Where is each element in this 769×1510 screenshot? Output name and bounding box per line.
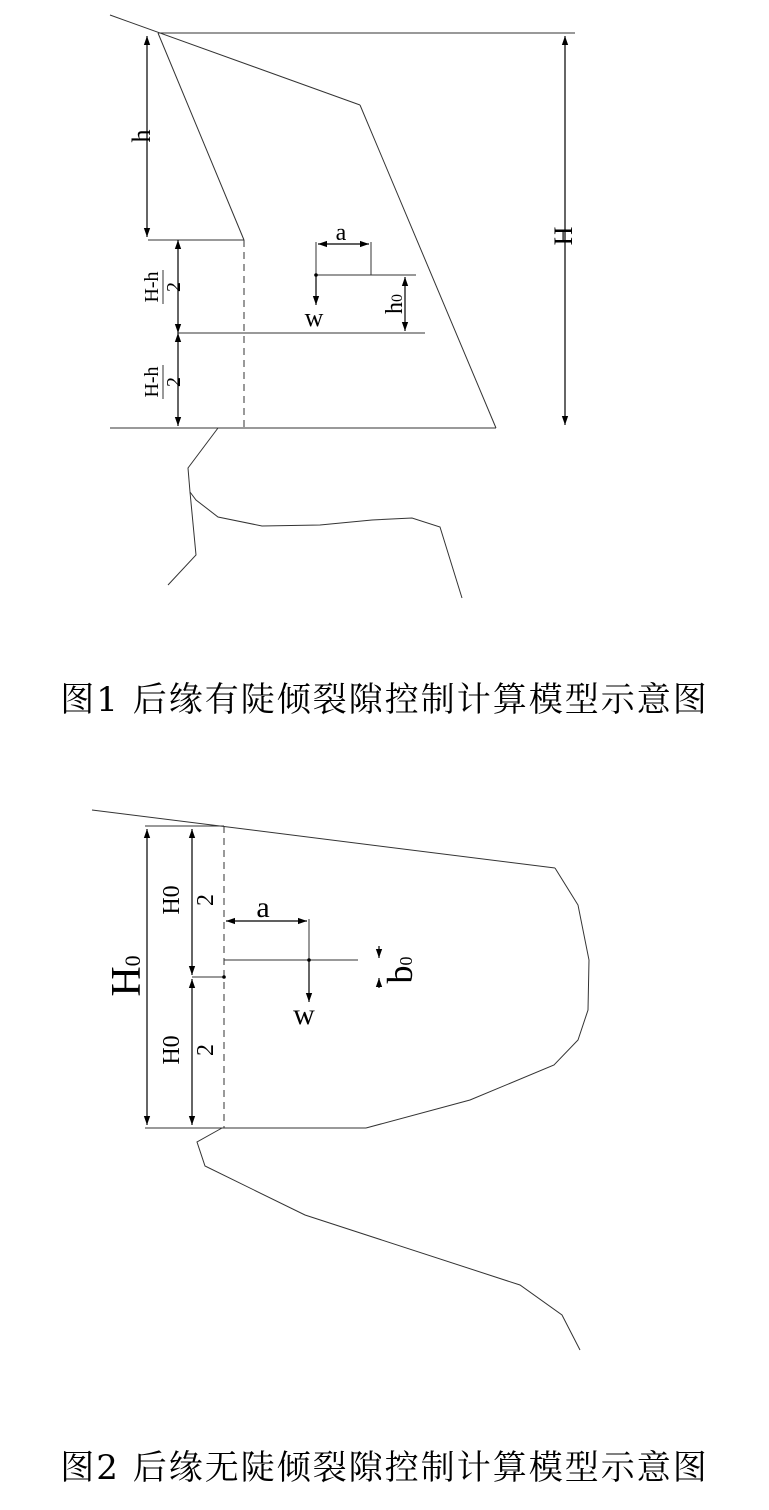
figure1-half-num-upper: H-h <box>141 271 163 303</box>
figure2-label-H0 <box>104 955 150 996</box>
figure2-base-point <box>222 975 226 979</box>
figure1-slope-left <box>168 492 196 585</box>
figure1-label-h0 <box>382 294 408 314</box>
figure2-rock-outline <box>92 810 589 1128</box>
figure2-half-label-upper <box>159 885 219 914</box>
figure1-label-w: w <box>304 303 324 332</box>
figure2-label-b0-sub: 0 <box>396 956 416 966</box>
figure2-label-H0-main: H <box>104 966 150 997</box>
figure1-H-dimension <box>158 33 575 425</box>
figure2-model <box>92 810 589 1350</box>
figure2-label-H0-sub: 0 <box>120 955 145 967</box>
figure2-H0-dimension <box>145 826 224 1125</box>
figure2-caption: 图2 后缘无陡倾裂隙控制计算模型示意图 <box>60 1448 709 1488</box>
figure1-rock-outline <box>110 15 496 428</box>
figure1-label-h0-sub: 0 <box>389 294 406 302</box>
figure2-a-dimension <box>226 919 309 960</box>
figure2-half-num-lower: H0 <box>159 1035 185 1065</box>
figure1-half-den-upper: 2 <box>163 282 185 292</box>
figure2-label-b0-main: b <box>380 965 420 984</box>
figure2-label-a: a <box>256 891 270 924</box>
figure1-label-h0-main: h <box>382 302 408 314</box>
figure1-label-a: a <box>335 220 347 246</box>
figure1-label-H: H <box>549 226 578 246</box>
figure1-label-h: h <box>127 129 156 143</box>
figure1-model <box>110 15 578 598</box>
figure1-a-dimension <box>316 242 371 275</box>
figure2-half-den-upper: 2 <box>193 894 219 906</box>
figure1-half-num-lower: H-h <box>141 366 163 398</box>
figure1-slope-profile <box>188 428 462 598</box>
figure2-half-label-lower <box>159 1035 219 1064</box>
figure2-label-b0 <box>380 957 420 984</box>
figure1-half-den-lower: 2 <box>163 377 185 387</box>
figure1-caption: 图1 后缘有陡倾裂隙控制计算模型示意图 <box>60 680 709 720</box>
figure2-slope-profile <box>197 1128 580 1350</box>
figure2-label-w: w <box>293 998 315 1031</box>
figure2-half-num-upper: H0 <box>159 885 185 915</box>
figure2-half-den-lower: 2 <box>193 1044 219 1056</box>
